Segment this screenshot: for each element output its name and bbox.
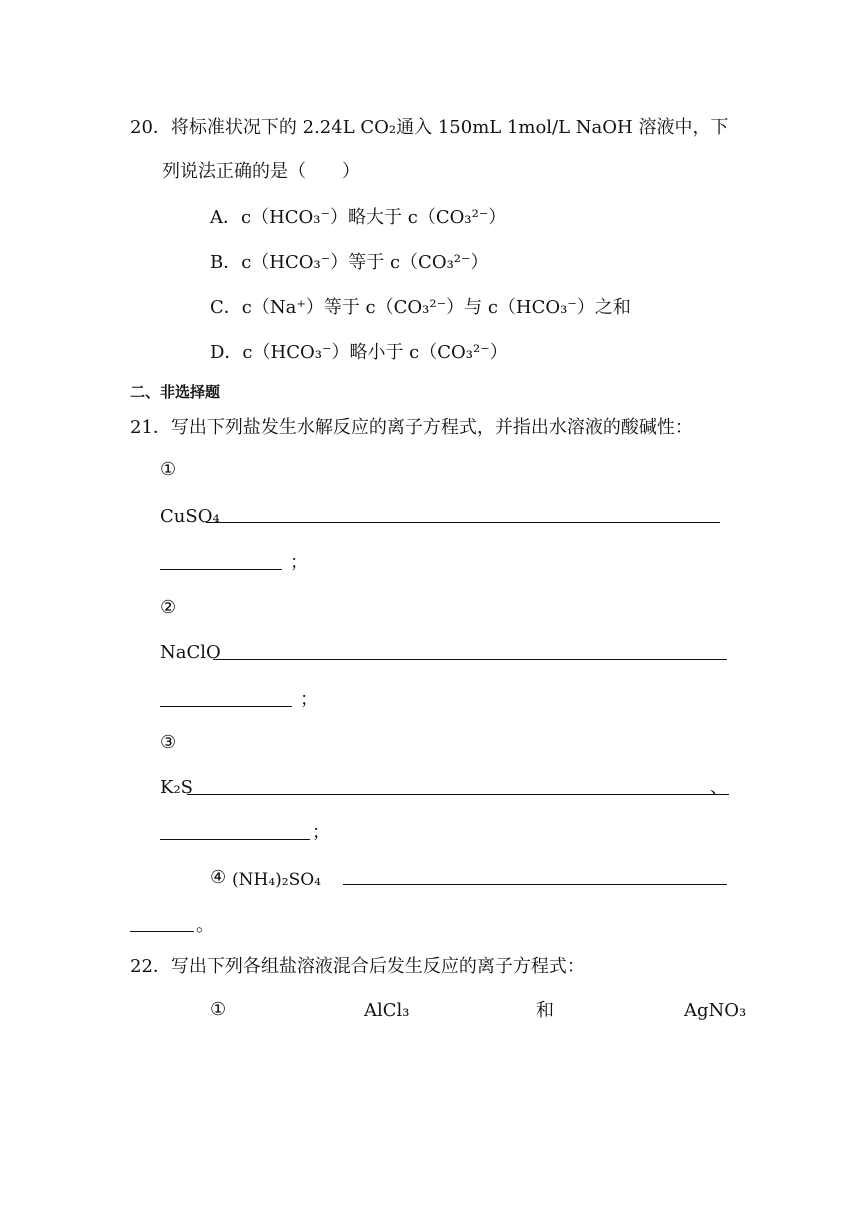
q22-stem: 22．写出下列各组盐溶液混合后发生反应的离子方程式： bbox=[130, 956, 585, 977]
q22-item1-salt1: AlCl₃ bbox=[364, 1000, 410, 1021]
q20-option-b: B．c（HCO₃⁻）等于 c（CO₃²⁻） bbox=[210, 252, 489, 273]
q21-item2-number: ② bbox=[160, 597, 177, 618]
q20-option-a: A．c（HCO₃⁻）略大于 c（CO₃²⁻） bbox=[210, 207, 507, 228]
q22-item1-number: ① bbox=[210, 999, 227, 1020]
q21-item1-answer-blank2[interactable] bbox=[160, 569, 282, 570]
q20-line1: 20．将标准状况下的 2.24L CO₂通入 150mL 1mol/L NaOH 溶液中，下 bbox=[130, 117, 729, 138]
q21-item2-answer-blank2[interactable] bbox=[160, 706, 292, 707]
q21-item3-answer-blank2[interactable] bbox=[160, 839, 310, 840]
q21-item1-end: ； bbox=[290, 552, 308, 573]
q21-item4-number: ④ bbox=[210, 867, 227, 888]
q20-line2: 列说法正确的是（ ） bbox=[162, 161, 360, 182]
q21-item3-number: ③ bbox=[160, 732, 177, 753]
q21-item1-answer-blank[interactable] bbox=[206, 522, 720, 523]
q21-item4-answer-blank2[interactable] bbox=[130, 931, 194, 932]
q21-item4-salt: (NH₄)₂SO₄ bbox=[232, 870, 321, 890]
q21-item1-number: ① bbox=[160, 459, 177, 480]
q21-item1-salt: CuSO₄ bbox=[160, 506, 220, 527]
q21-item3-answer-blank[interactable] bbox=[187, 794, 705, 795]
q21-item4-answer-blank[interactable] bbox=[343, 884, 727, 885]
section-title: 二、非选择题 bbox=[130, 383, 221, 401]
q21-item4-end: 。 bbox=[196, 915, 214, 936]
q21-item3-answer-blank-end[interactable] bbox=[705, 794, 729, 795]
q20-option-d: D．c（HCO₃⁻）略小于 c（CO₃²⁻） bbox=[210, 342, 508, 363]
q22-item1-salt2: AgNO₃ bbox=[684, 1000, 747, 1021]
q21-item3-end: ； bbox=[312, 822, 330, 843]
q21-item2-answer-blank[interactable] bbox=[213, 659, 727, 660]
q21-item2-end: ； bbox=[300, 689, 318, 710]
q21-item3-salt: K₂S bbox=[160, 777, 193, 798]
q22-item1-conj: 和 bbox=[536, 1000, 554, 1021]
q20-option-c: C．c（Na⁺）等于 c（CO₃²⁻）与 c（HCO₃⁻）之和 bbox=[210, 297, 631, 318]
q21-item2-salt: NaClO bbox=[160, 642, 221, 663]
q21-stem: 21．写出下列盐发生水解反应的离子方程式，并指出水溶液的酸碱性： bbox=[130, 417, 693, 438]
q21-item3-mid: 、 bbox=[710, 777, 728, 798]
